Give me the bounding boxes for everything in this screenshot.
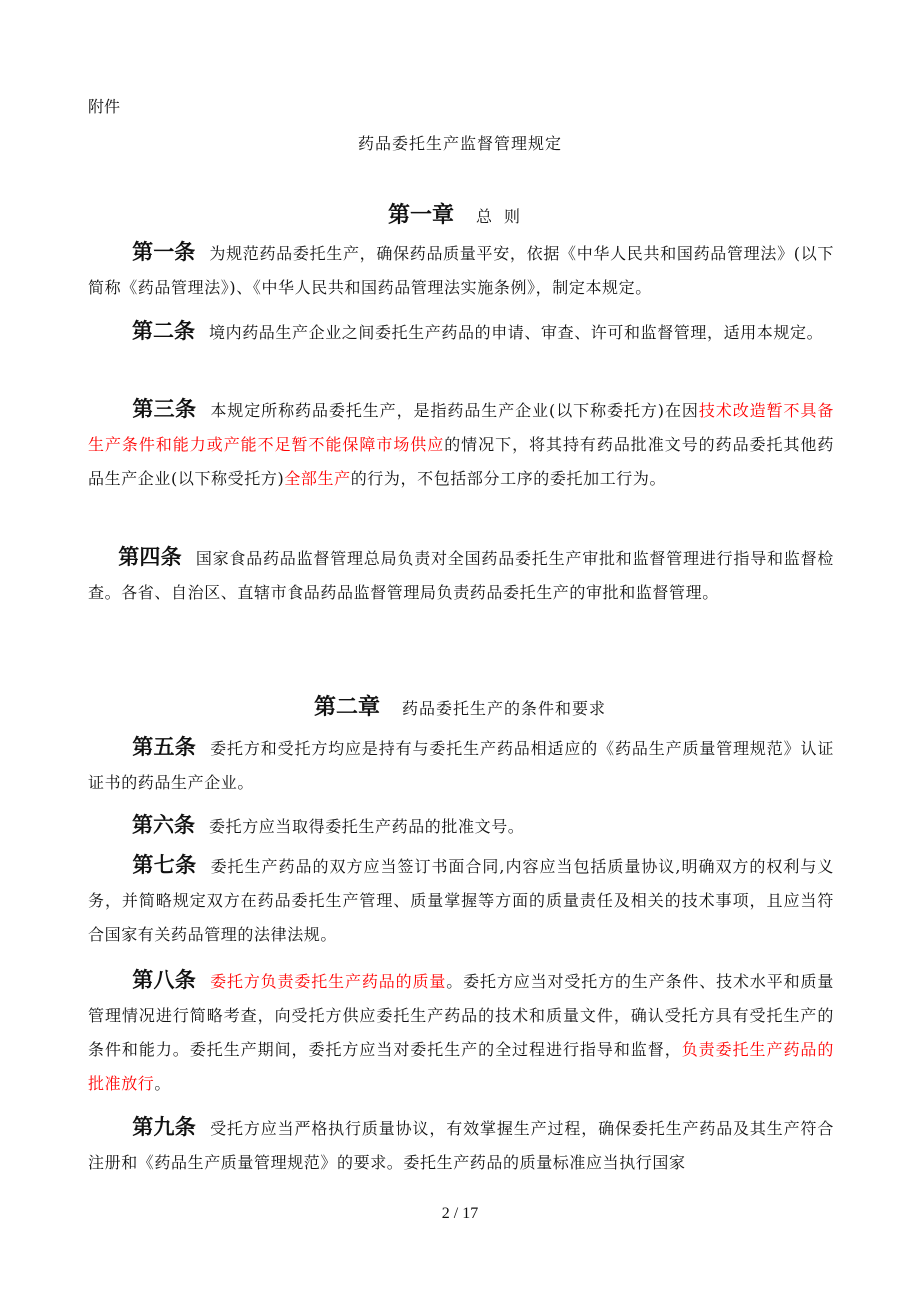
chapter-name: 总则	[476, 207, 533, 226]
article-text: 受托方应当严格执行质量协议，有效掌握生产过程，确保委托生产药品及其生产符合注册和《药品生产质量管理规范》的要求。委托生产药品的质量标准应当执行国家	[88, 1119, 835, 1172]
article-label: 第二条	[132, 319, 195, 343]
document-title: 药品委托生产监督管理规定	[357, 134, 562, 153]
article-text: 委托方应当取得委托生产药品的批准文号。	[209, 817, 525, 836]
highlighted-text: 全部生产	[284, 469, 351, 488]
chapter-number: 第二章	[313, 695, 380, 720]
article-1	[88, 235, 834, 305]
article-text: 境内药品生产企业之间委托生产药品的申请、审查、许可和监督管理，适用本规定。	[209, 323, 824, 342]
article-3	[88, 392, 834, 496]
highlighted-text: 技术改造暂不具备生产条件和能力或产能不足暂不能保障市场供应	[88, 401, 834, 454]
highlighted-text: 委托方负责委托生产药品的质量	[210, 972, 447, 991]
article-label: 第七条	[132, 853, 197, 877]
article-text: 本规定所称药品委托生产，是指药品生产企业(以下称委托方)在因	[210, 401, 699, 420]
article-label: 第九条	[132, 1115, 197, 1139]
article-6	[88, 808, 834, 844]
article-text: 。	[154, 1074, 172, 1093]
article-text: 委托方和受托方均应是持有与委托生产药品相适应的《药品生产质量管理规范》认证证书的药品生产企业。	[88, 739, 835, 792]
article-label: 第八条	[132, 968, 197, 992]
chapter-name: 药品委托生产的条件和要求	[402, 699, 607, 718]
attachment-label: 附件	[88, 97, 121, 116]
chapter-number: 第一章	[387, 203, 454, 228]
article-9	[88, 1110, 834, 1180]
article-8	[88, 963, 834, 1101]
chapter-heading-2	[0, 690, 920, 721]
article-text: 的行为，不包括部分工序的委托加工行为。	[350, 469, 667, 488]
article-text: 委托生产药品的双方应当签订书面合同,内容应当包括质量协议,明确双方的权利与义务，并简略规定双方在药品委托生产管理、质量掌握等方面的质量责任及相关的技术事项，且应当符合国家有关药品管理的法律法规。	[88, 857, 834, 944]
article-4	[88, 540, 834, 610]
highlighted-text: 负责委托生产药品的批准放行	[88, 1040, 834, 1093]
article-text: 。委托方应当对受托方的生产条件、技术水平和质量管理情况进行简略考查，向受托方供应委托生产药品的技术和质量文件，确认受托方具有受托生产的条件和能力。委托生产期间，委托方应当对委托生产的全过程进行指导和监督，	[88, 972, 834, 1059]
article-label: 第五条	[132, 735, 197, 759]
article-text: 为规范药品委托生产，确保药品质量平安，依据《中华人民共和国药品管理法》(以下简称《药品管理法》)、《中华人民共和国药品管理法实施条例》，制定本规定。	[88, 244, 835, 297]
article-label: 第一条	[132, 240, 196, 264]
article-label: 第四条	[118, 545, 182, 569]
article-label: 第三条	[132, 397, 197, 421]
article-7	[88, 848, 834, 952]
article-5	[88, 730, 834, 800]
page-number: 2 / 17	[441, 1205, 479, 1222]
chapter-heading-1	[0, 198, 920, 229]
article-2	[88, 314, 834, 350]
article-label: 第六条	[132, 813, 195, 837]
article-text: 国家食品药品监督管理总局负责对全国药品委托生产审批和监督管理进行指导和监督检查。各省、自治区、直辖市食品药品监督管理局负责药品委托生产的审批和监督管理。	[88, 549, 835, 602]
article-text: 的情况下，将其持有药品批准文号的药品委托其他药品生产企业(以下称受托方)	[88, 435, 834, 488]
